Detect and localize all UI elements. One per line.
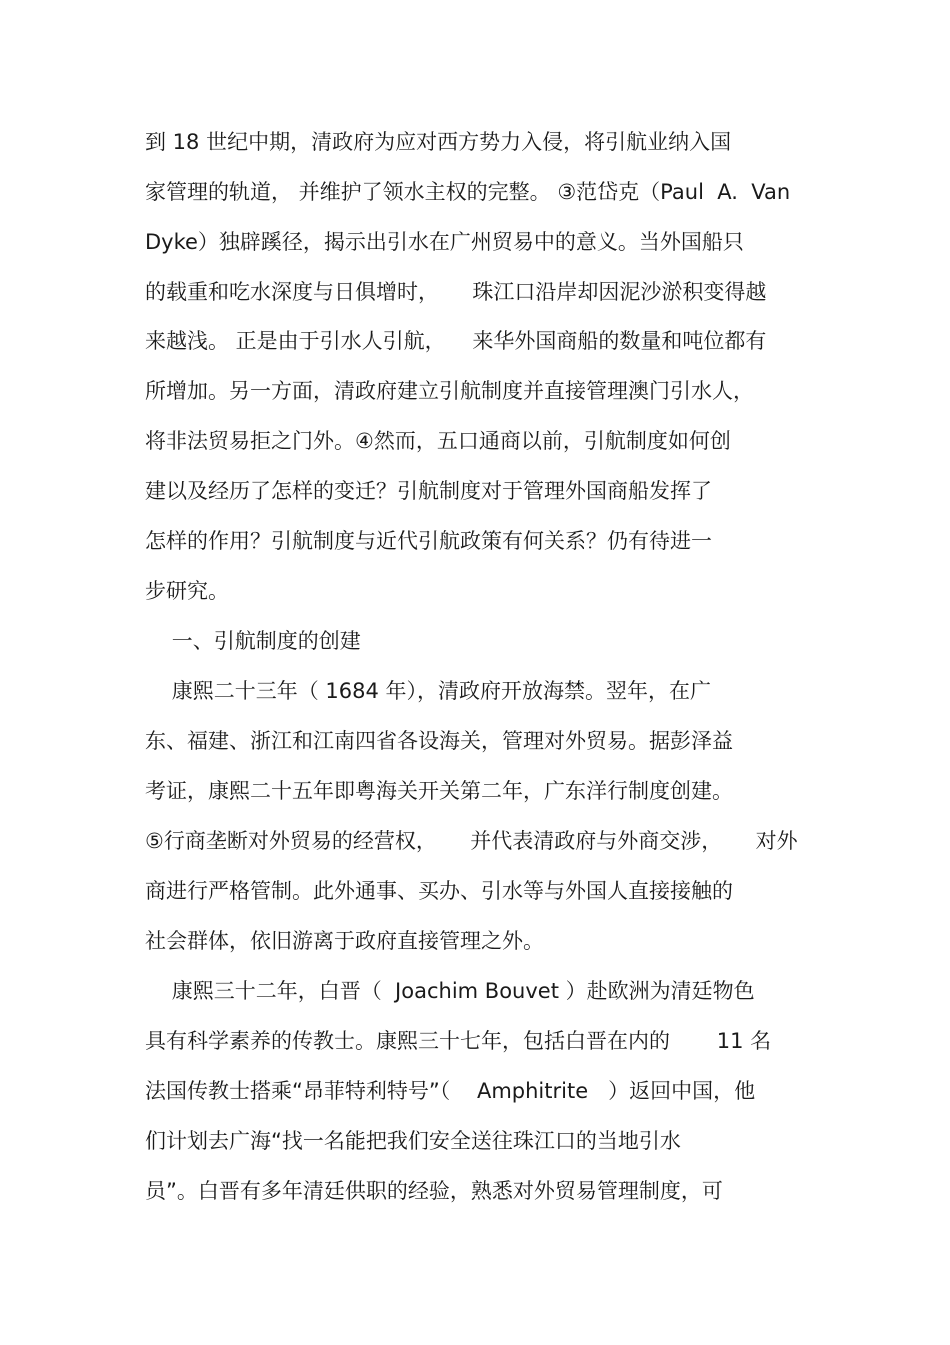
text-line: 法国传教士搭乘“昂菲特利特号”（ Amphitrite ）返回中国，他 bbox=[145, 1079, 756, 1103]
text-line: 到 18 世纪中期，清政府为应对西方势力入侵，将引航业纳入国 bbox=[145, 130, 732, 154]
text-line: 社会群体，依旧游离于政府直接管理之外。 bbox=[145, 929, 544, 953]
text-line: 考证，康熙二十五年即粤海关开关第二年，广东洋行制度创建。 bbox=[145, 779, 733, 803]
text-line: Dyke）独辟蹊径，揭示出引水在广州贸易中的意义。当外国船只 bbox=[145, 230, 744, 254]
text-line: 将非法贸易拒之门外。④然而，五口通商以前，引航制度如何创 bbox=[145, 429, 731, 453]
text-line: 的载重和吃水深度与日俱增时， 珠江口沿岸却因泥沙淤积变得越 bbox=[145, 280, 767, 304]
text-line: 具有科学素养的传教士。康熙三十七年，包括白晋在内的 11 名 bbox=[145, 1029, 772, 1053]
text-line: 东、福建、浙江和江南四省各设海关，管理对外贸易。据彭泽益 bbox=[145, 729, 733, 753]
text-line: 来越浅。 正是由于引水人引航， 来华外国商船的数量和吨位都有 bbox=[145, 329, 767, 353]
text-line: 建以及经历了怎样的变迁？引航制度对于管理外国商船发挥了 bbox=[145, 479, 712, 503]
text-line: 所增加。另一方面，清政府建立引航制度并直接管理澳门引水人， bbox=[145, 379, 754, 403]
text-line: 步研究。 bbox=[145, 579, 229, 603]
text-line: 们计划去广海“找一名能把我们安全送往珠江口的当地引水 bbox=[145, 1129, 681, 1153]
text-line: 康熙三十二年，白晋（ Joachim Bouvet ）赴欧洲为清廷物色 bbox=[145, 979, 755, 1003]
text-line: 商进行严格管制。此外通事、买办、引水等与外国人直接接触的 bbox=[145, 879, 733, 903]
text-line: 康熙二十三年（ 1684 年），清政府开放海禁。翌年，在广 bbox=[145, 679, 711, 703]
section-heading: 一、引航制度的创建 bbox=[145, 629, 361, 653]
text-line: 员”。白晋有多年清廷供职的经验，熟悉对外贸易管理制度，可 bbox=[145, 1179, 723, 1203]
text-line: ⑤行商垄断对外贸易的经营权， 并代表清政府与外商交涉， 对外 bbox=[145, 829, 798, 853]
text-line: 怎样的作用？引航制度与近代引航政策有何关系？仍有待进一 bbox=[145, 529, 712, 553]
text-line: 家管理的轨道， 并维护了领水主权的完整。 ③范岱克（Paul A. Van bbox=[145, 180, 791, 204]
